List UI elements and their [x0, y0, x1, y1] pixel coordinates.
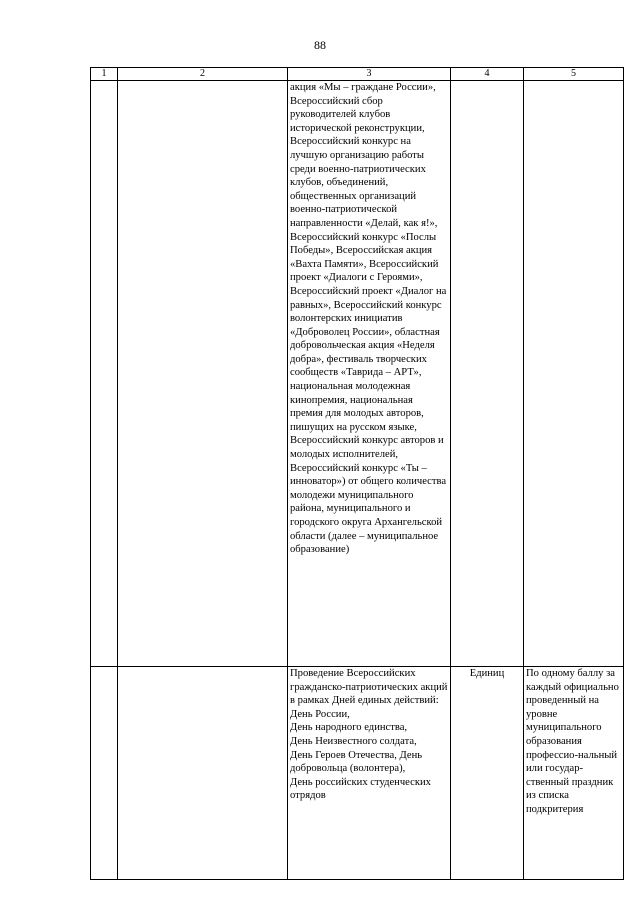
table-row	[91, 81, 624, 667]
criteria-table	[90, 67, 624, 880]
column-header-5: 5	[524, 68, 624, 81]
table-cell	[91, 667, 118, 880]
column-header-1: 1	[91, 68, 118, 81]
table-cell	[451, 81, 524, 667]
column-header-3: 3	[288, 68, 451, 81]
table-cell	[91, 81, 118, 667]
unit-cell: Единиц	[451, 667, 524, 880]
page-number: 88	[314, 38, 326, 52]
table-cell: Проведение Всероссийских гражданско-патриотических акций в рамках Дней единых действий: День России, День народного единства, День Неизвестного солдата, День Героев Отечества, День добровольца (волонтера), День российских студенческих отрядов	[288, 667, 451, 880]
table-cell	[118, 81, 288, 667]
table-row	[91, 667, 624, 880]
table-cell	[118, 667, 288, 880]
table-header-row	[91, 68, 624, 81]
column-header-2: 2	[118, 68, 288, 81]
table-cell	[524, 81, 624, 667]
column-header-4: 4	[451, 68, 524, 81]
scoring-cell: По одному баллу за каждый официально проведенный на уровне муниципального образования профессио-нальный или государ-ственный праздник из списка подкритерия	[524, 667, 624, 880]
table-cell: акция «Мы – граждане России», Всероссийский сбор руководителей клубов исторической реконструкции, Всероссийский конкурс на лучшую организацию работы среди военно-патриотических клубов, объединений, общественных организаций военно-патриотической направленности «Делай, как я!», Всероссийский конкурс «Послы Победы», Всероссийская акция «Вахта Памяти», Всероссийский проект «Диалоги с Героями», Всероссийский проект «Диалог на равных», Всероссийский конкурс волонтерских инициатив «Доброволец России», областная добровольческая акция «Неделя добра», фестиваль творческих сообществ «Таврида – АРТ», национальная молодежная кинопремия, национальная премия для молодых авторов, пишущих на русском языке, Всероссийский конкурс авторов и молодых исполнителей, Всероссийский конкурс «Ты – инноватор») от общего количества молодежи муниципального района, муниципального и городского округа Архангельской области (далее – муниципальное образование)	[288, 81, 451, 667]
